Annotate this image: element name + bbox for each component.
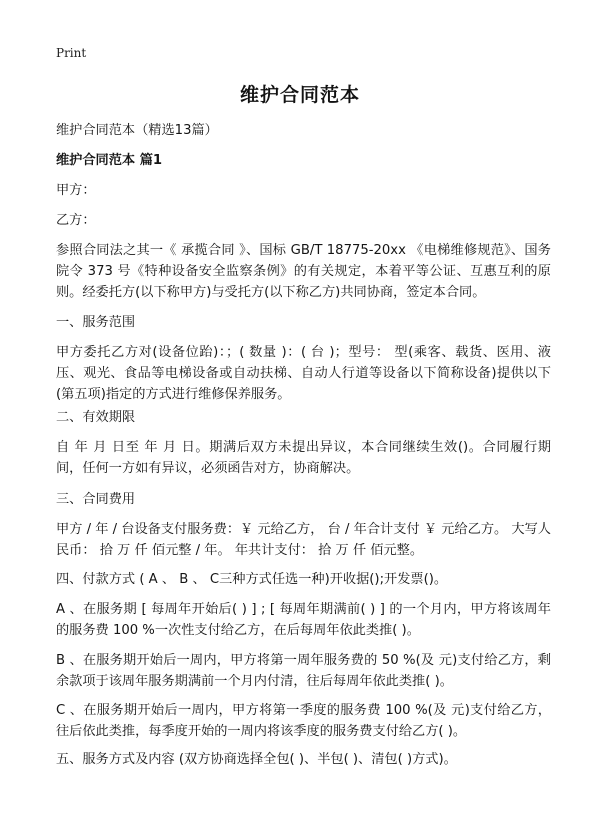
document-title: 维护合同范本 (239, 84, 360, 106)
section-4-option-b: B 、在服务期开始后一周内，甲方将第一周年服务费的 50 %(及 元)支付给乙方，剩余款项于该周年服务期满前一个月内付清，往后每周年依此类推( )。 (56, 653, 551, 689)
section-heading: 维护合同范本 篇1 (56, 153, 163, 168)
section-3-body: 甲方 / 年 / 台设备支付服务费：￥ 元给乙方， 台 / 年合计支付 ￥ 元给乙方。 大写人民币： 拾 万 仟 佰元整 / 年。 年共计支付： 拾 万 仟 佰元整。 (56, 522, 551, 558)
document-subtitle: 维护合同范本（精选13篇） (56, 123, 218, 138)
section-1-body: 甲方委托乙方对(设备位跆)：；( 数量 )：( 台 )；型号： 型(乘客、载货、医用、液压、观光、食品等电梯设备或自动扶梯、自动人行道等设备以下简称设备)提供以下(第五项)指定的方式进行维修保养服务。 (56, 345, 551, 402)
party-b-label: 乙方： (56, 213, 96, 228)
section-5-title: 五、服务方式及内容 (双方协商选择全包( )、半包( )、清包( )方式)。 (56, 752, 457, 767)
section-3-title: 三、合同费用 (56, 492, 136, 507)
print-label: Print (56, 46, 87, 60)
section-4-title: 四、付款方式 ( A 、 B 、 C三种方式任选一种)开收据();开发票()。 (56, 572, 448, 587)
section-2-body: 自 年 月 日至 年 月 日。期满后双方未提出异议，本合同继续生效()。合同履行期间，任何一方如有异议，必须函告对方，协商解决。 (56, 440, 551, 476)
section-4-option-a: A 、在服务期 [ 每周年开始后( ) ] ; [ 每周年期满前( ) ] 的一个月内，甲方将该周年的服务费 100 %一次性支付给乙方，在后每周年依此类推( )。 (56, 602, 551, 638)
party-a-label: 甲方： (56, 183, 96, 198)
section-4-option-c: C 、在服务期开始后一周内，甲方将第一季度的服务费 100 %(及 元)支付给乙方，往后依此类推，每季度开始的一周内将该季度的服务费支付给乙方( )。 (56, 703, 551, 739)
section-1-title: 一、服务范围 (56, 315, 136, 330)
section-2-title: 二、有效期限 (56, 410, 136, 425)
intro-paragraph: 参照合同法之其一《 承揽合同 》、国标 GB/T 18775-20xx 《电梯维修规范》、国务院令 373 号《特种设备安全监察条例》的有关规定，本着平等公证、互惠互利的原则。经委托方(以下称甲方)与受托方(以下称乙方)共同协商，签定本合同。 (56, 243, 551, 300)
